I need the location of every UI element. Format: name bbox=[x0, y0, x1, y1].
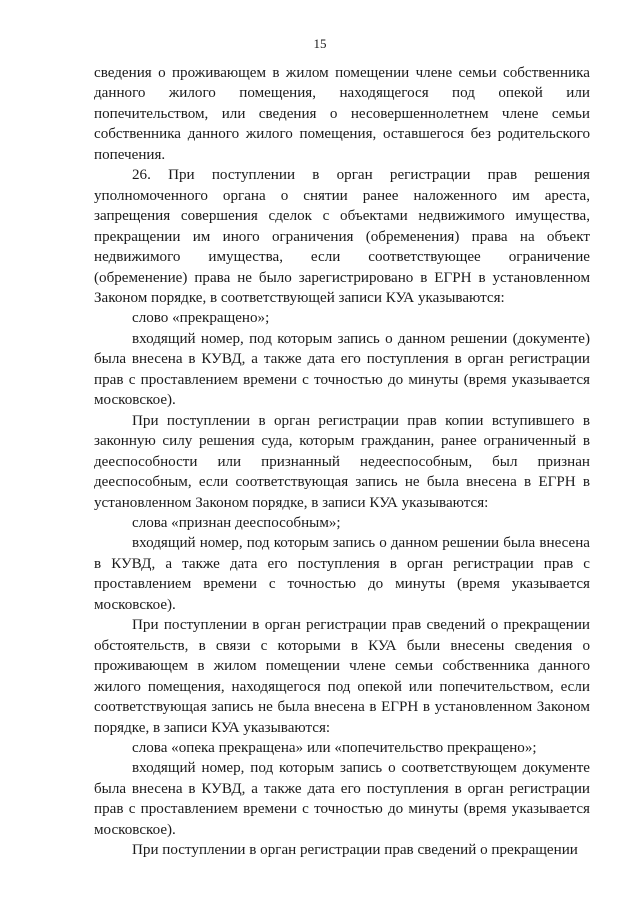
paragraph: входящий номер, под которым запись о данном решении была внесена в КУВД, а также дата его поступления в орган регистрации прав с проставлением времени с точностью до минуты (время указывается московское). bbox=[94, 535, 590, 613]
paragraph: слово «прекращено»; bbox=[132, 310, 270, 327]
paragraph: При поступлении в орган регистрации прав сведений о прекращении bbox=[132, 842, 578, 859]
paragraph: сведения о проживающем в жилом помещении члене семьи собственника данного жилого помещения, находящегося под опекой или попечительством, или сведения о несовершеннолетнем члене семьи собственника данного жилого помещения, оставшегося без родительского попечения. bbox=[94, 65, 590, 163]
paragraph: слова «признан дееспособным»; bbox=[132, 514, 341, 531]
paragraph: входящий номер, под которым запись о соответствующем документе была внесена в КУВД, а также дата его поступления в орган регистрации прав с проставлением времени с точностью до минуты (время указывается московское). bbox=[94, 760, 590, 838]
paragraph: входящий номер, под которым запись о данном решении (документе) была внесена в КУВД, а также дата его поступления в орган регистрации прав с проставлением времени с точностью до минуты (время указывается московское). bbox=[94, 330, 590, 409]
page-number: 15 bbox=[313, 36, 327, 51]
paragraph: слова «опека прекращена» или «попечительство прекращено»; bbox=[132, 739, 537, 756]
paragraph: 26. При поступлении в орган регистрации прав решения уполномоченного органа о снятии ранее наложенного им ареста, запрещения совершения сделок с объектами недвижимого имущества, прекращении им иного ограничения (обременения) права на объект недвижимого имущества, если соответствующее ограничение (обременение) права не было зарегистрировано в ЕГРН в установленном Законом порядке, в соответствующей записи КУА указываются: bbox=[94, 167, 590, 306]
paragraph: При поступлении в орган регистрации прав сведений о прекращении обстоятельств, в связи с которыми в КУА были внесены сведения о проживающем в жилом помещении члене семьи собственника данного жилого помещения, находящегося под опекой или попечительством, если соответствующая запись не была внесена в ЕГРН в установленном Законом порядке, в записи КУА указываются: bbox=[94, 617, 590, 736]
paragraph: При поступлении в орган регистрации прав копии вступившего в законную силу решения суда, которым гражданин, ранее ограниченный в дееспособности или признанный недееспособным, был признан дееспособным, если соответствующая запись не была внесена в ЕГРН в установленном Законом порядке, в записи КУА указываются: bbox=[94, 412, 590, 511]
body-text bbox=[94, 63, 590, 861]
